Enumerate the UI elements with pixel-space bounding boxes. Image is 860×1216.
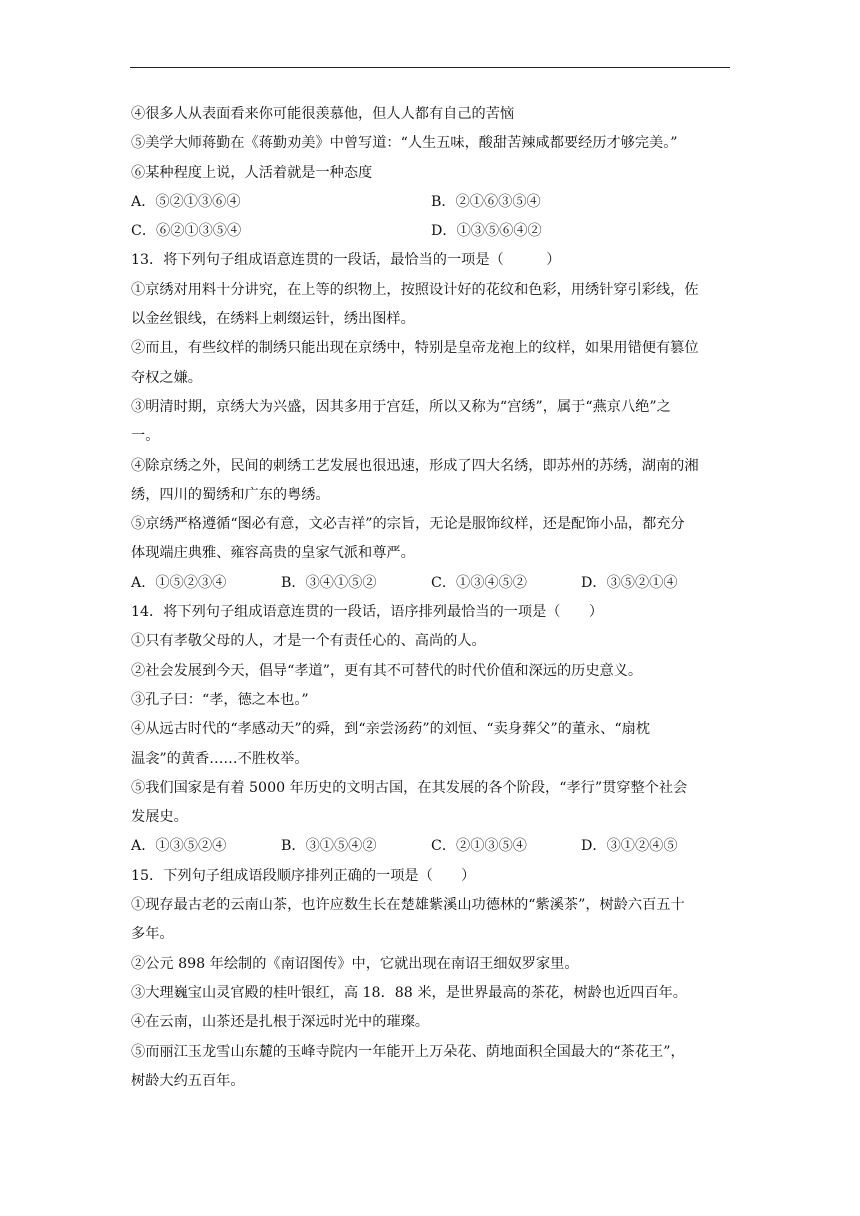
q12-options-row-2 <box>131 217 731 246</box>
q14-sentence: 温衾”的黄香……不胜枚举。 <box>131 750 309 767</box>
q15-sentence: ②公元 898 年绘制的《南诏图传》中，它就出现在南诏王细奴罗家里。 <box>131 955 579 972</box>
q14-sentence: 发展史。 <box>131 809 188 826</box>
q12-option-b[interactable]: B．②①⑥③⑤④ <box>431 193 541 210</box>
q14-sentence: ③孔子曰：“孝，德之本也。” <box>131 691 309 708</box>
q15-sentence: ⑤而丽江玉龙雪山东麓的玉峰寺院内一年能开上万朵花、荫地面积全国最大的“茶花王”， <box>131 1043 685 1060</box>
q13-sentence: ⑤京绣严格遵循“图必有意，文必吉祥”的宗旨，无论是服饰纹样，还是配饰小品，都充分 <box>131 516 685 533</box>
q13-options <box>131 569 731 598</box>
page-content <box>131 100 731 1096</box>
q14-option-b[interactable]: B．③①⑤④② <box>281 838 377 855</box>
q12-sentence: ④很多人从表面看来你可能很羡慕他，但人人都有自己的苦恼 <box>131 106 515 122</box>
q14-title: 14．将下列句子组成语意连贯的一段话，语序排列最恰当的一项是（ ） <box>131 604 604 621</box>
q12-option-a[interactable]: A．⑤②①③⑥④ <box>131 193 241 210</box>
q15-sentence: ③大理巍宝山灵官殿的桂叶银红，高 18．88 米，是世界最高的茶花，树龄也近四百年。 <box>131 984 687 1001</box>
q13-sentence: 体现端庄典雅、雍容高贵的皇家气派和尊严。 <box>131 545 415 562</box>
q14-option-d[interactable]: D．③①②④⑤ <box>581 838 678 855</box>
question-15 <box>131 862 731 1096</box>
q13-sentence: ④除京绣之外，民间的刺绣工艺发展也很迅速，形成了四大名绣，即苏州的苏绣，湖南的湘 <box>131 457 699 474</box>
q12-continuation <box>131 100 731 246</box>
q15-sentence: ④在云南，山茶还是扎根于深远时光中的璀璨。 <box>131 1014 429 1031</box>
q15-sentence: 树龄大约五百年。 <box>131 1072 245 1089</box>
header-rule <box>130 67 730 68</box>
q12-option-d[interactable]: D．①③⑤⑥④② <box>431 223 542 240</box>
q13-option-a[interactable]: A．①⑤②③④ <box>131 574 227 591</box>
q14-option-a[interactable]: A．①③⑤②④ <box>131 838 227 855</box>
q14-sentence: ④从远古时代的“孝感动天”的舜，到“亲尝汤药”的刘恒、“卖身葬父”的董永、“扇枕 <box>131 721 650 738</box>
q13-title: 13．将下列句子组成语意连贯的一段话，最恰当的一项是（ ） <box>131 252 561 269</box>
q13-sentence: ②而且，有些纹样的制绣只能出现在京绣中，特别是皇帝龙袍上的纹样，如果用错便有篡位 <box>131 340 699 357</box>
q14-option-c[interactable]: C．②①③⑤④ <box>431 838 527 855</box>
q13-sentence: ③明清时期，京绣大为兴盛，因其多用于宫廷，所以又称为“宫绣”，属于“燕京八绝”之 <box>131 398 671 415</box>
q13-sentence: 以金丝银线，在绣料上刺缀运针，绣出图样。 <box>131 311 415 328</box>
q13-option-c[interactable]: C．①③④⑤② <box>431 574 527 591</box>
q14-options <box>131 832 731 861</box>
q14-sentence: ①只有孝敬父母的人，才是一个有责任心的、高尚的人。 <box>131 633 486 650</box>
question-14 <box>131 598 731 862</box>
q13-sentence: ①京绣对用料十分讲究，在上等的织物上，按照设计好的花纹和色彩，用绣针穿引彩线，佐 <box>131 281 699 298</box>
q12-sentence: ⑤美学大师蒋勤在《蒋勤劝美》中曾写道：“人生五味，酸甜苦辣咸都要经历才够完美。” <box>131 135 678 152</box>
q13-option-b[interactable]: B．③④①⑤② <box>281 574 377 591</box>
q14-sentence: ⑤我们国家是有着 5000 年历史的文明古国，在其发展的各个阶段，“孝行”贯穿整个社会 <box>131 779 688 796</box>
q15-title: 15．下列句子组成语段顺序排列正确的一项是（ ） <box>131 867 476 884</box>
q15-sentence: ①现存最古老的云南山茶，也许应数生长在楚雄紫溪山功德林的“紫溪茶”，树龄六百五十 <box>131 897 685 914</box>
q14-sentence: ②社会发展到今天，倡导“孝道”，更有其不可替代的时代价值和深远的历史意义。 <box>131 662 643 679</box>
q13-option-d[interactable]: D．③⑤②①④ <box>581 574 678 591</box>
q13-sentence: 绣，四川的蜀绣和广东的粤绣。 <box>131 486 330 503</box>
q13-sentence: 一。 <box>131 428 160 445</box>
q12-sentence: ⑥某种程度上说，人活着就是一种态度 <box>131 164 373 181</box>
question-13 <box>131 246 731 598</box>
q12-options-row-1 <box>131 188 731 217</box>
q13-sentence: 夺权之嫌。 <box>131 369 202 386</box>
q15-sentence: 多年。 <box>131 926 174 943</box>
q12-option-c[interactable]: C．⑥②①③⑤④ <box>131 223 242 240</box>
